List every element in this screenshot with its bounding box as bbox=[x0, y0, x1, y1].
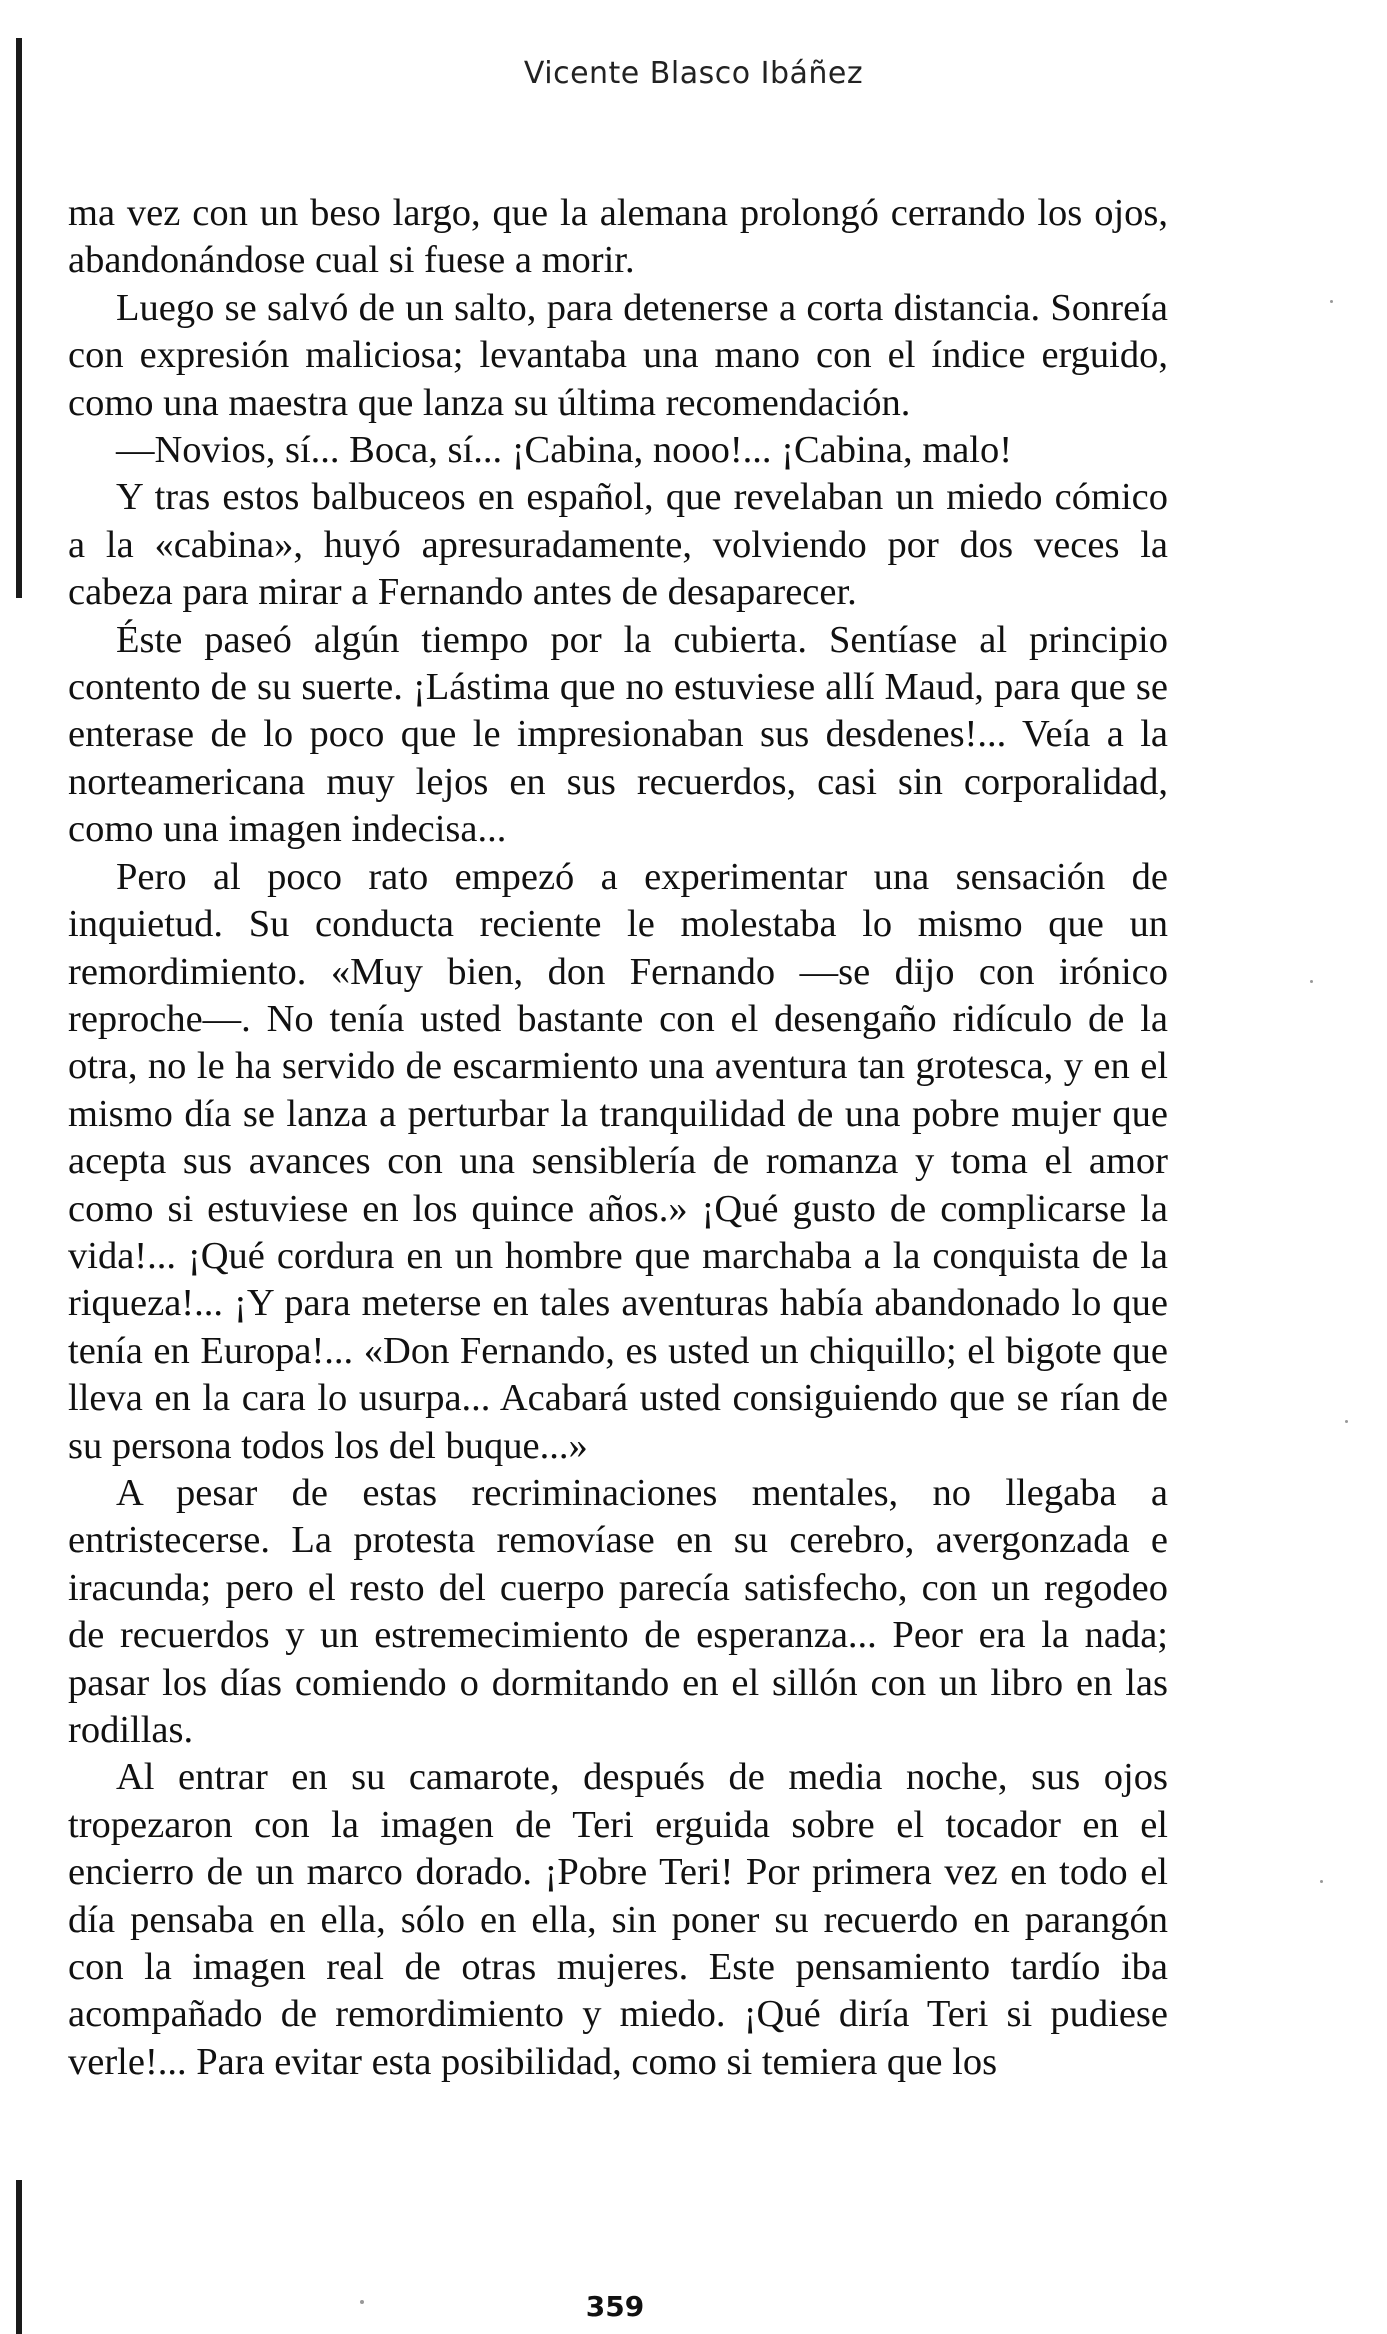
scan-speck bbox=[1310, 980, 1313, 983]
paragraph-1: ma vez con un beso largo, que la alemana prolongó cerrando los ojos, abandonándose cual si fuese a morir. bbox=[68, 192, 1168, 282]
paragraph-5: Éste paseó algún tiempo por la cubierta. Sentíase al principio contento de su suerte. ¡Lástima que no estuviese allí Maud, para que se enterase de lo poco que le impresionaban sus desdenes!... Veía a la norteamericana muy lejos en sus recuerdos, casi sin corporalidad, como una imagen indecisa... bbox=[68, 618, 1168, 851]
page-edge-rule bbox=[16, 38, 22, 598]
paragraph-6: Pero al poco rato empezó a experimentar una sensación de inquietud. Su conducta reciente le molestaba lo mismo que un remordimiento. «Muy bien, don Fernando —se dijo con irónico reproche—. No tenía usted bastante con el desengaño ridículo de la otra, no le ha servido de escarmiento una aventura tan grotesca, y en el mismo día se lanza a perturbar la tranquilidad de una pobre mujer que acepta sus avances con una sensiblería de romanza y toma el amor como si estuviese en los quince años.» ¡Qué gusto de complicarse la vida!... ¡Qué cordura en un hombre que marchaba a la conquista de la riqueza!... ¡Y para meterse en tales aventuras había abandonado lo que tenía en Europa!... «Don Fernando, es usted un chiquillo; el bigote que lleva en la cara lo usurpa... Acabará usted consiguiendo que se rían de su persona todos los del buque...» bbox=[68, 855, 1168, 1467]
paragraph-4: Y tras estos balbuceos en español, que revelaban un miedo cómico a la «cabina», huyó apresuradamente, volviendo por dos veces la cabeza para mirar a Fernando antes de desaparecer. bbox=[68, 476, 1168, 614]
paragraph-7: A pesar de estas recriminaciones mentales, no llegaba a entristecerse. La protesta removíase en su cerebro, avergonzada e iracunda; pero el resto del cuerpo parecía satisfecho, con un regodeo de recuerdos y un estremecimiento de esperanza... Peor era la nada; pasar los días comiendo o dormitando en el sillón con un libro en las rodillas. bbox=[68, 1471, 1168, 1751]
paragraph-2: Luego se salvó de un salto, para detenerse a corta distancia. Sonreía con expresión maliciosa; levantaba una mano con el índice erguido, como una maestra que lanza su última recomendación. bbox=[68, 286, 1168, 424]
scan-speck bbox=[1320, 1880, 1323, 1883]
paragraph-3: —Novios, sí... Boca, sí... ¡Cabina, nooo!... ¡Cabina, malo! bbox=[116, 429, 1013, 472]
page-number: 359 bbox=[585, 2290, 645, 2323]
running-head: Vicente Blasco Ibáñez bbox=[523, 56, 864, 91]
paragraph-8: Al entrar en su camarote, después de media noche, sus ojos tropezaron con la imagen de Teri erguida sobre el tocador en el encierro de un marco dorado. ¡Pobre Teri! Por primera vez en todo el día pensaba en ella, sólo en ella, sin poner su recuerdo en parangón con la imagen real de otras mujeres. Este pensamiento tardío iba acompañado de remordimiento y miedo. ¡Qué diría Teri si pudiese verle!... Para evitar esta posibilidad, como si temiera que los bbox=[68, 1756, 1168, 2083]
scan-speck bbox=[360, 2300, 364, 2304]
scan-speck bbox=[1330, 300, 1333, 303]
scan-speck bbox=[1345, 1420, 1348, 1423]
body-text bbox=[68, 190, 1168, 2086]
